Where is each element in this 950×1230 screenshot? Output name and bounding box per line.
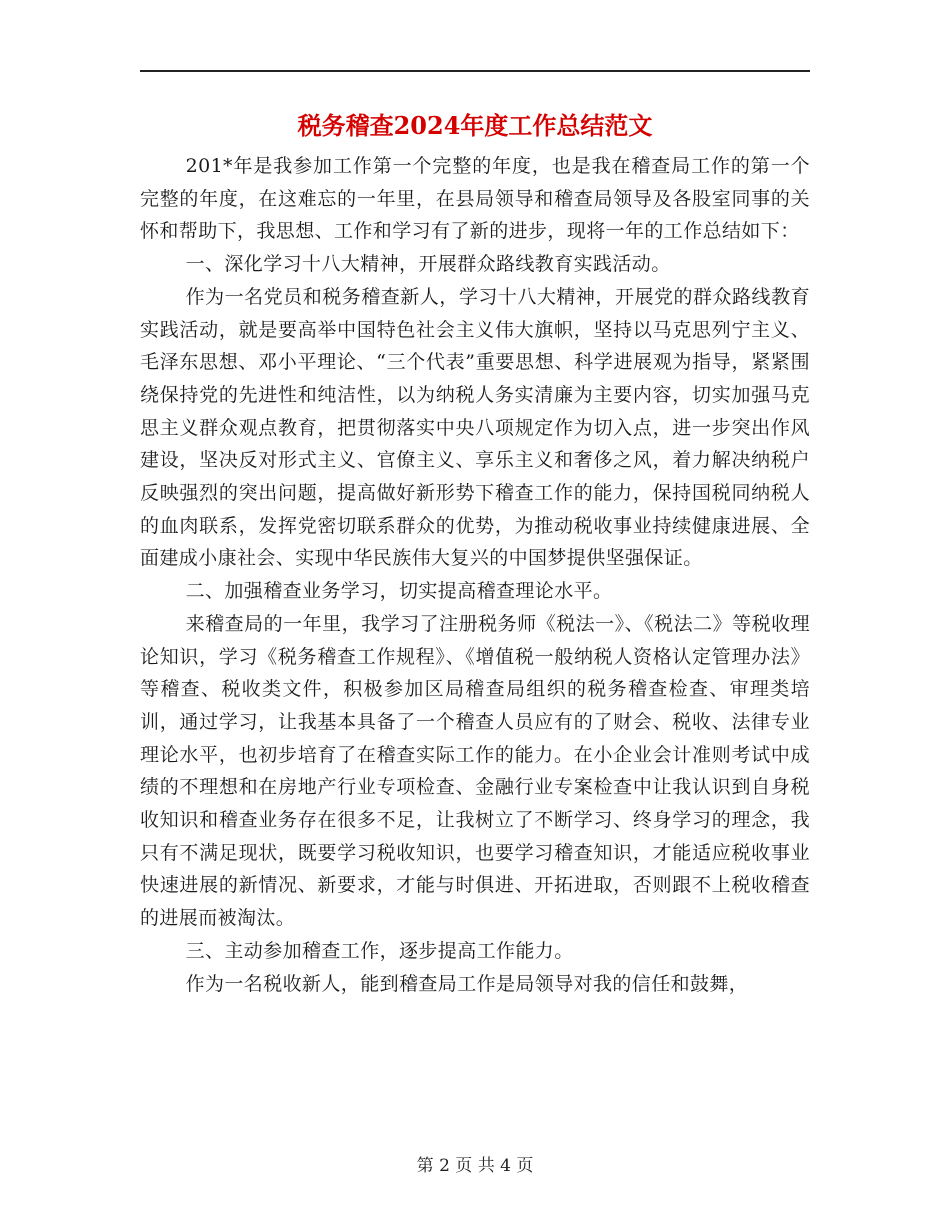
section-heading-3: 三、主动参加稽查工作，逐步提高工作能力。 [185,939,574,962]
paragraph-section-2: 来稽查局的一年里，我学习了注册税务师《税法一》、《税法二》等税收理论知识，学习《税务稽查工作规程》、《增值税一般纳税人资格认定管理办法》等稽查、税收类文件，积极参加区局稽查局组织的税务稽查检查、审理类培训，通过学习，让我基本具备了一个稽查人员应有的了财会、税收、法律专业理论水平，也初步培育了在稽查实际工作的能力。在小企业会计准则考试中成绩的不理想和在房地产行业专项检查、金融行业专案检查中让我认识到自身税收知识和稽查业务存在很多不足，让我树立了不断学习、终身学习的理念，我只有不满足现状，既要学习税收知识，也要学习稽查知识，才能适应税收事业快速进展的新情况、新要求，才能与时俱进、开拓进取，否则跟不上税收稽查的进展而被淘汰。 [140,612,810,930]
paragraph-section-1: 作为一名党员和税务稽查新人，学习十八大精神，开展党的群众路线教育实践活动，就是要高举中国特色社会主义伟大旗帜，坚持以马克思列宁主义、毛泽东思想、邓小平理论、“三个代表”重要思想、科学进展观为指导，紧紧围绕保持党的先进性和纯洁性，以为纳税人务实清廉为主要内容，切实加强马克思主义群众观点教育，把贯彻落实中央八项规定作为切入点，进一步突出作风建设，坚决反对形式主义、官僚主义、享乐主义和奢侈之风，着力解决纳税户反映强烈的突出问题，提高做好新形势下稽查工作的能力，保持国税同纳税人的血肉联系，发挥党密切联系群众的优势，为推动税收事业持续健康进展、全面建成小康社会、实现中华民族伟大复兴的中国梦提供坚强保证。 [140,285,810,570]
header-rule [140,70,810,72]
section-heading-1: 一、深化学习十八大精神，开展群众路线教育实践活动。 [185,253,671,276]
document-body [140,150,810,1000]
page-number-footer: 第 2 页 共 4 页 [416,1156,534,1176]
section-heading-2: 二、加强稽查业务学习，切实提高稽查理论水平。 [185,580,613,603]
paragraph-section-3: 作为一名税收新人，能到稽查局工作是局领导对我的信任和鼓舞， [185,972,749,995]
document-title: 税务稽查2024年度工作总结范文 [297,111,653,140]
paragraph-intro: 201*年是我参加工作第一个完整的年度，也是我在稽查局工作的第一个完整的年度，在这难忘的一年里，在县局领导和稽查局领导及各股室同事的关怀和帮助下，我思想、工作和学习有了新的进步，现将一年的工作总结如下： [140,155,810,243]
